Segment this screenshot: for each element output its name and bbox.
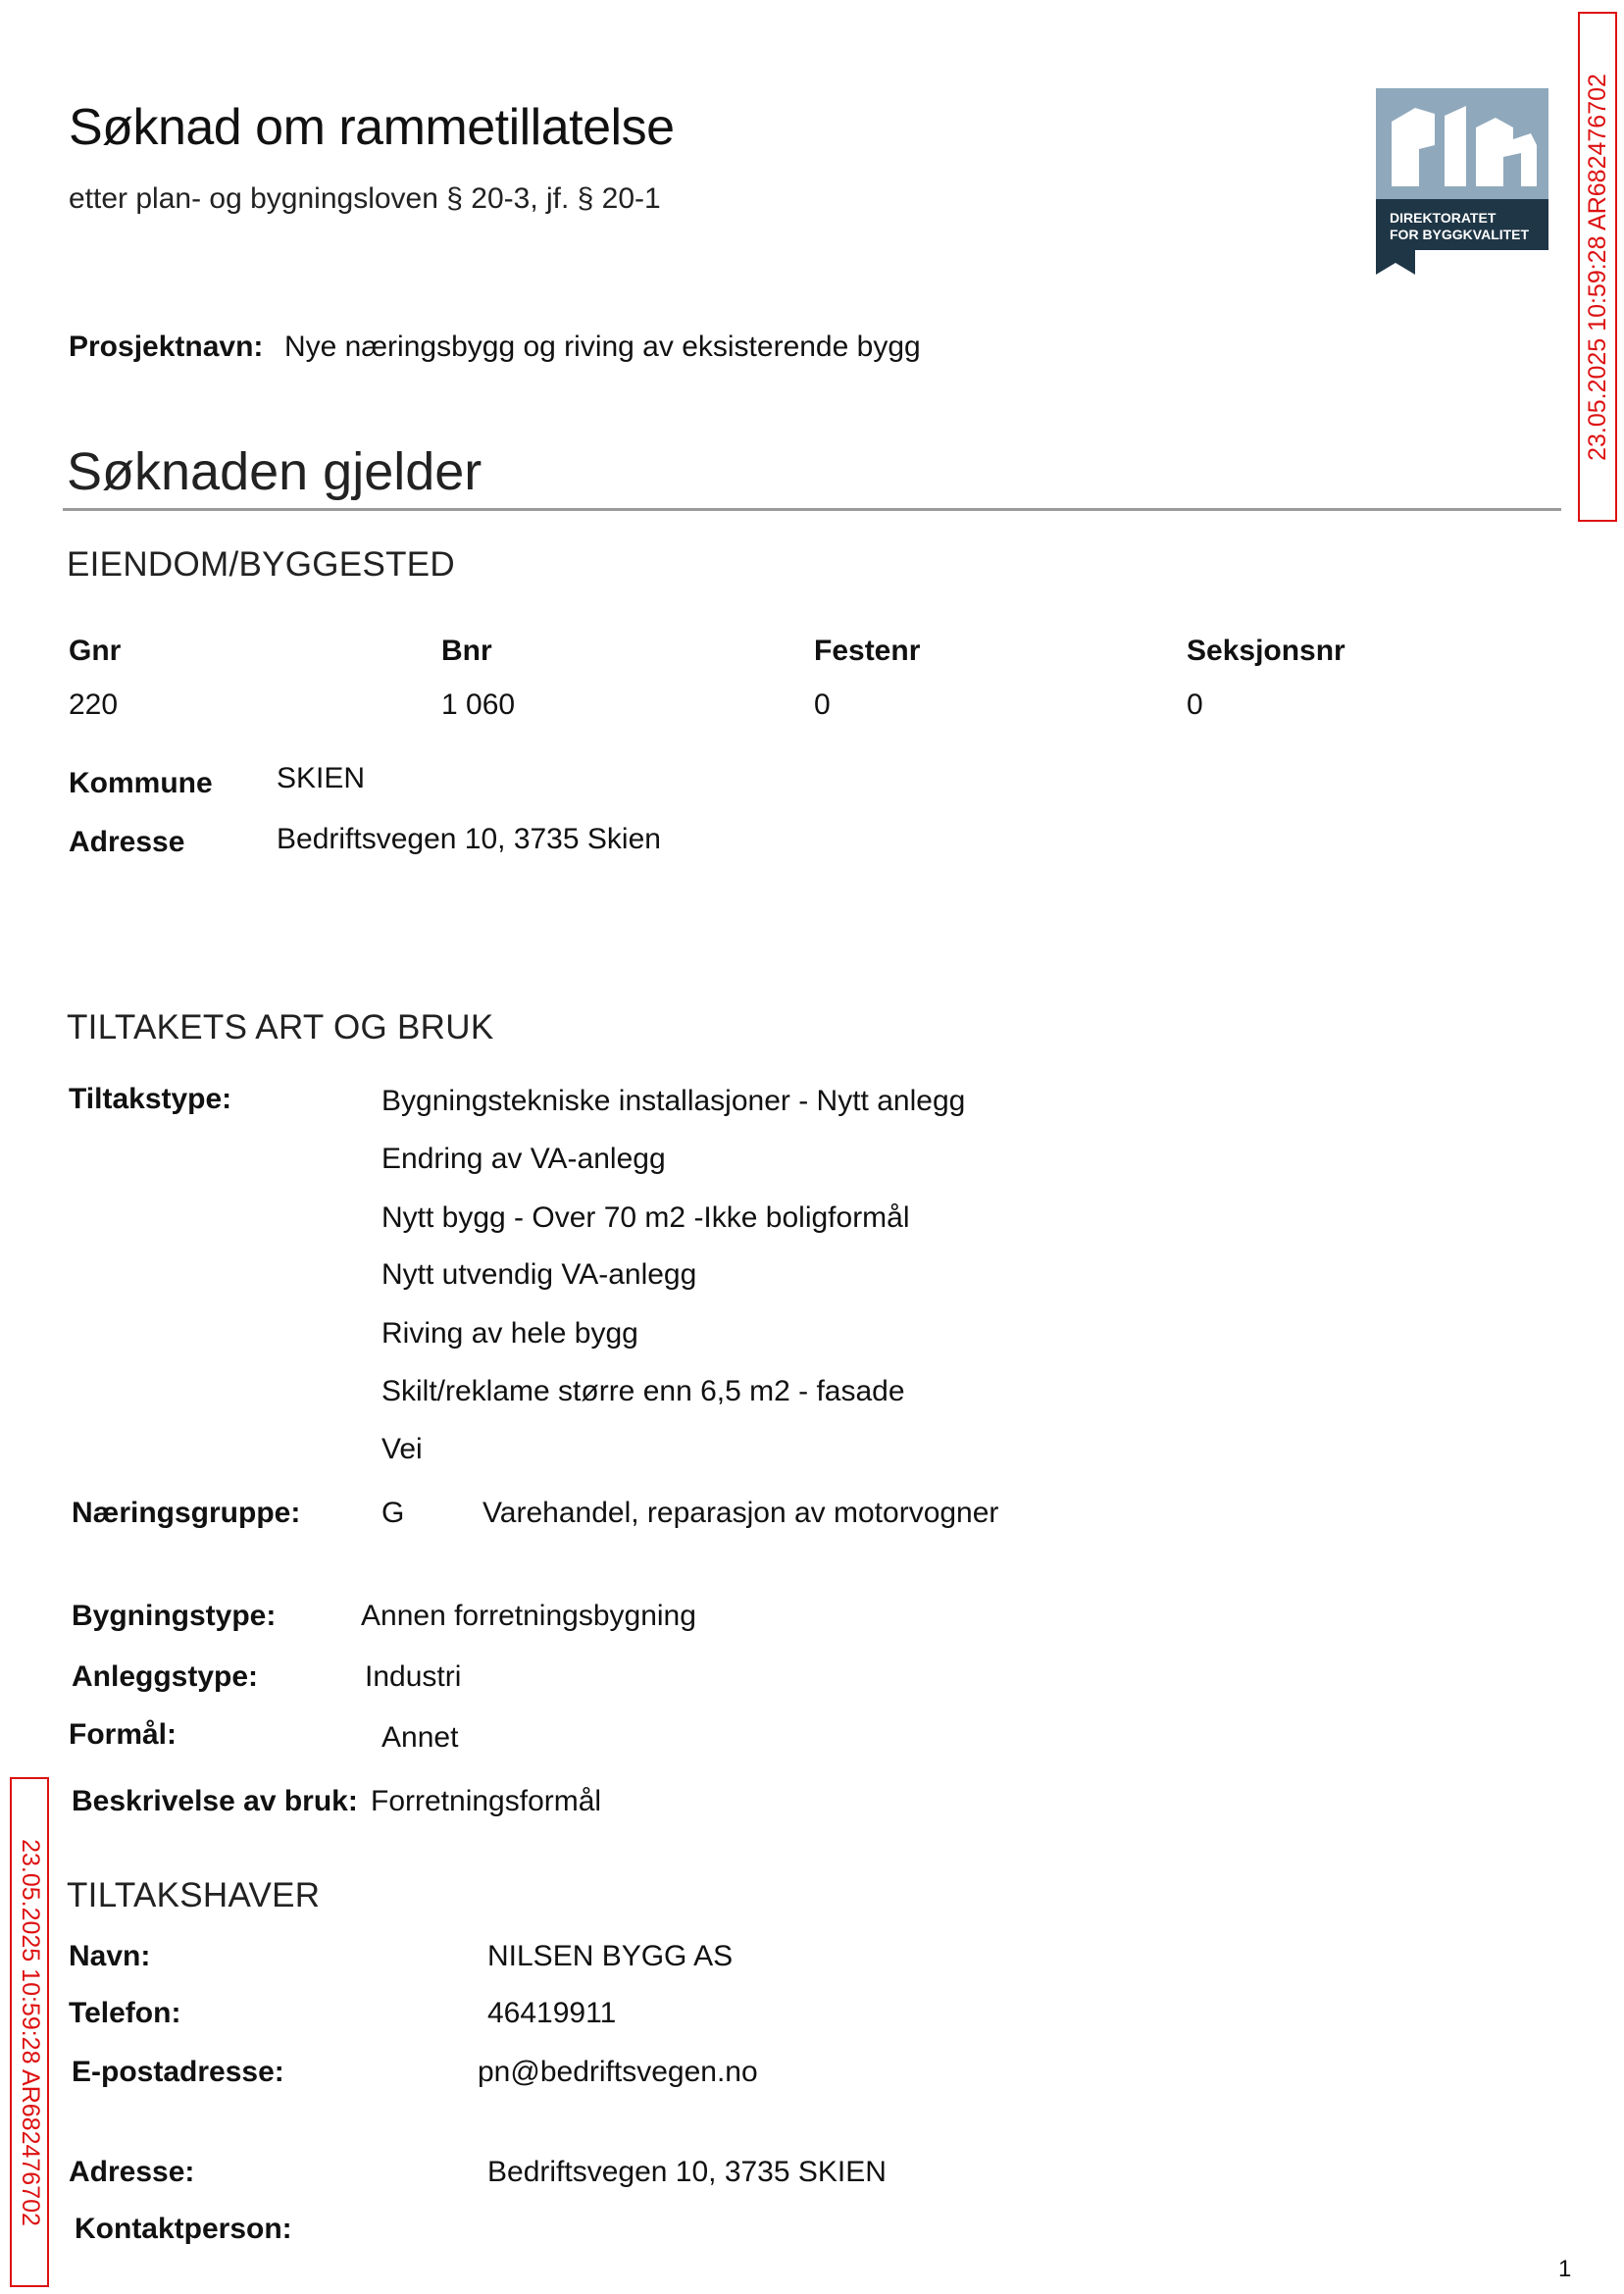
bygningstype-label: Bygningstype: bbox=[72, 1600, 277, 1632]
adresse-label: Adresse bbox=[69, 826, 185, 858]
seksjonsnr-label: Seksjonsnr bbox=[1187, 635, 1345, 667]
project-name-label: Prosjektnavn: bbox=[69, 331, 264, 363]
kontaktperson-label: Kontaktperson: bbox=[75, 2213, 292, 2245]
navn-value: NILSEN BYGG AS bbox=[487, 1940, 734, 1972]
receipt-stamp-top bbox=[1578, 12, 1617, 522]
tiltak-heading: TILTAKETS ART OG BRUK bbox=[67, 1008, 494, 1046]
tiltakstype-label: Tiltakstype: bbox=[69, 1083, 232, 1115]
bnr-label: Bnr bbox=[441, 635, 492, 667]
kommune-value: SKIEN bbox=[277, 762, 366, 794]
anleggstype-label: Anleggstype: bbox=[72, 1660, 259, 1693]
tiltakstype-item: Nytt utvendig VA-anlegg bbox=[381, 1258, 697, 1291]
gnr-value: 220 bbox=[69, 688, 119, 721]
festenr-value: 0 bbox=[814, 688, 831, 721]
tiltakstype-item: Nytt bygg - Over 70 m2 -Ikke boligformål bbox=[381, 1201, 910, 1234]
gnr-label: Gnr bbox=[69, 635, 122, 667]
adresse-value: Bedriftsvegen 10, 3735 Skien bbox=[277, 823, 661, 855]
document-subtitle: etter plan- og bygningsloven § 20-3, jf. § 20-1 bbox=[69, 182, 661, 215]
project-name-value: Nye næringsbygg og riving av eksisterende bygg bbox=[284, 331, 921, 363]
formal-label: Formål: bbox=[69, 1718, 178, 1751]
dibk-logo bbox=[1376, 88, 1548, 275]
telefon-label: Telefon: bbox=[69, 1997, 181, 2029]
dibk-logo-mark bbox=[1376, 88, 1548, 275]
epost-label: E-postadresse: bbox=[72, 2056, 284, 2088]
logo-text-line1: DIREKTORATET bbox=[1390, 210, 1497, 226]
kommune-label: Kommune bbox=[69, 767, 213, 799]
logo-text-line2: FOR BYGGKVALITET bbox=[1390, 227, 1530, 242]
navn-label: Navn: bbox=[69, 1940, 151, 1972]
tiltakstype-item: Riving av hele bygg bbox=[381, 1317, 638, 1350]
logo-text bbox=[1390, 210, 1529, 243]
beskrivelse-label: Beskrivelse av bruk: bbox=[72, 1785, 358, 1817]
bygningstype-value: Annen forretningsbygning bbox=[361, 1600, 696, 1632]
section-title: Søknaden gjelder bbox=[67, 442, 482, 501]
tiltakstype-item: Bygningstekniske installasjoner - Nytt anlegg bbox=[381, 1085, 966, 1117]
naeringsgruppe-label: Næringsgruppe: bbox=[72, 1497, 301, 1529]
receipt-stamp-top-text: 23.05.2025 10:59:28 AR682476702 bbox=[1583, 73, 1611, 461]
epost-value: pn@bedriftsvegen.no bbox=[478, 2056, 758, 2088]
beskrivelse-value: Forretningsformål bbox=[371, 1785, 602, 1817]
tiltakshaver-heading: TILTAKSHAVER bbox=[67, 1876, 321, 1914]
bnr-value: 1 060 bbox=[441, 688, 516, 721]
receipt-stamp-side bbox=[10, 1777, 49, 2287]
tiltakshaver-adresse-value: Bedriftsvegen 10, 3735 SKIEN bbox=[487, 2156, 887, 2188]
section-divider bbox=[63, 508, 1561, 511]
document-title: Søknad om rammetillatelse bbox=[69, 99, 675, 156]
tiltakstype-item: Endring av VA-anlegg bbox=[381, 1143, 666, 1175]
anleggstype-value: Industri bbox=[365, 1660, 462, 1693]
formal-value: Annet bbox=[381, 1721, 459, 1754]
tiltakshaver-adresse-label: Adresse: bbox=[69, 2156, 195, 2188]
tiltakstype-item: Vei bbox=[381, 1433, 423, 1465]
festenr-label: Festenr bbox=[814, 635, 921, 667]
receipt-stamp-side-text: 23.05.2025 10:59:28 AR682476702 bbox=[16, 1838, 44, 2226]
telefon-value: 46419911 bbox=[487, 1997, 617, 2029]
property-heading: EIENDOM/BYGGESTED bbox=[67, 545, 455, 584]
page-number: 1 bbox=[1558, 2256, 1572, 2282]
naeringsgruppe-code: G bbox=[381, 1497, 405, 1529]
tiltakstype-item: Skilt/reklame større enn 6,5 m2 - fasade bbox=[381, 1375, 905, 1407]
seksjonsnr-value: 0 bbox=[1187, 688, 1203, 721]
naeringsgruppe-text: Varehandel, reparasjon av motorvogner bbox=[482, 1497, 999, 1529]
